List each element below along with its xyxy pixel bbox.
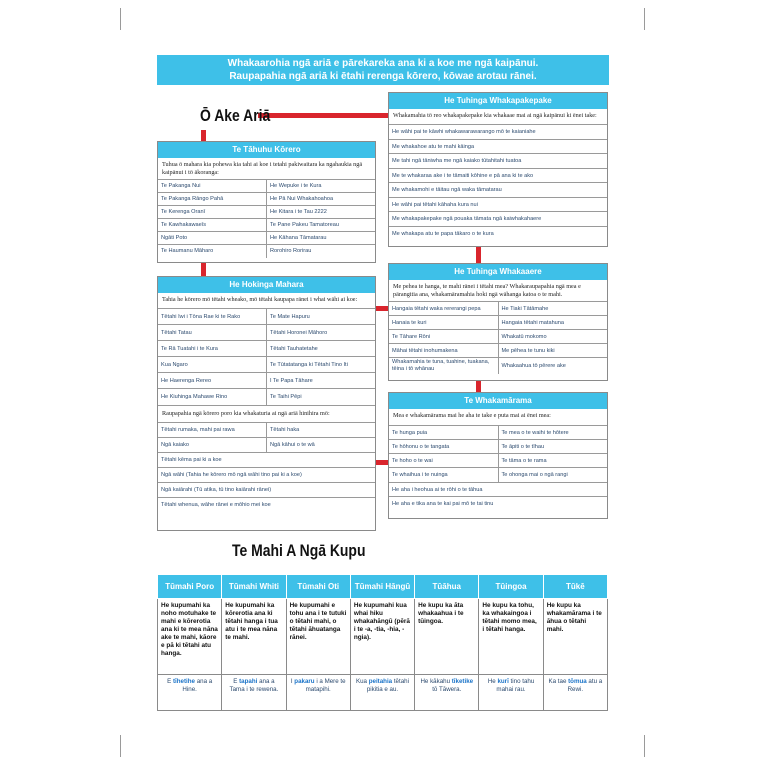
- instruction-banner: [157, 55, 609, 85]
- table-cell: Te hōhonu o te tangata: [389, 440, 498, 454]
- table-cell: Tētahi Tatau: [158, 325, 267, 341]
- connector-line: [476, 246, 481, 263]
- list-item: He wāhi pai te kāwhi whakawarawarango mō te kaianiahe: [389, 124, 607, 139]
- table-cell: Te Pakanga Nui: [158, 180, 267, 193]
- table-cell: He Haerenga Rereo: [158, 373, 267, 389]
- definition-cell: He kupumahi kua whai hiku whakahāngū (pērā i te -a, -tia, -hia, -ngia).: [350, 599, 414, 675]
- whakaaere-intro: Me pehea te hanga, te mahi rānei i tētahi mea? Whakaraupapahia ngā mea e pārangitia ana, whakamāramahia hoki ngā wāhanga katoa o te mahi.: [393, 283, 581, 298]
- table-cell: Whakatū mokomo: [498, 330, 607, 344]
- example-suffix: tino tahu mahai rau.: [496, 678, 535, 693]
- table-cell: Te Tāhare Rōni: [389, 330, 498, 344]
- table-cell: Ngā kāhui o te wā: [267, 437, 376, 452]
- crop-mark: [120, 735, 121, 757]
- whakamarama-list: [389, 482, 607, 510]
- list-item: He aha e tika ana te kai pai mō te tai tinu: [389, 496, 607, 510]
- hokinga-mahara-intro-2: Raupapahia ngā kōrero poro kia whakaturia ai ngā ariā hinihira mō:: [158, 405, 375, 422]
- definition-cell: He kupu ka whakamārama i te āhua o tētahi mahi.: [543, 599, 607, 675]
- table-cell: Kua Ngaro: [158, 357, 267, 373]
- table-cell: Te Haumanu Māharo: [158, 245, 267, 258]
- example-keyword: peitahia: [368, 678, 393, 685]
- crop-mark: [120, 8, 121, 30]
- definition-cell: He kupumahi e tohu ana i te tutuki o tētahi mahi, o tētahi āhuatanga rānei.: [286, 599, 350, 675]
- table-cell: Hangaia tētahi waka rererangi pepa: [389, 302, 498, 316]
- table-cell: Te whaihua i te nuinga: [389, 468, 498, 482]
- table-cell: Hangaia tētahi matahuna: [498, 316, 607, 330]
- tahuhu-korero-table: [158, 179, 375, 258]
- list-item: Ngā kaiārahi (Tū atika, tū tino kaiārahi rānei): [158, 482, 375, 497]
- example-cell: [479, 675, 543, 711]
- table-cell: Tētahi Horonei Māhoro: [267, 325, 376, 341]
- definition-cell: He kupu ka tohu, ka whakaingoa i tētahi momo mea, i tētahi hanga.: [479, 599, 543, 675]
- example-cell: [222, 675, 286, 711]
- column-header: Tūmahi Whiti: [222, 575, 286, 599]
- table-cell: Te hunga puia: [389, 426, 498, 440]
- table-cell: Whakamahia te tuna, tuahine, tuakana, tēina i tō whānau: [389, 358, 498, 374]
- table-cell: Te Mate Hapuru: [267, 309, 376, 325]
- list-item: Me whakahoe atu te mahi kāinga: [389, 139, 607, 154]
- example-prefix: He: [487, 678, 498, 685]
- table-cell: Ngāti Poto: [158, 232, 267, 245]
- hokinga-mahara-box: [157, 276, 376, 531]
- whakaaere-table: [389, 301, 607, 374]
- whakamarama-box: [388, 392, 608, 519]
- table-cell: Tētahi Iwi i Tōna Rae ki te Rako: [158, 309, 267, 325]
- example-suffix: tō Tāwera.: [432, 686, 462, 693]
- word-parts-table: [157, 574, 608, 711]
- table-cell: Me pēhea te tunu kiki: [498, 344, 607, 358]
- list-item: Me te whakaraa ake i te tāmaiti kōhine e pā ana ki te ako: [389, 168, 607, 183]
- whakamarama-header: Te Whakamārama: [389, 393, 607, 409]
- hokinga-mahara-intro: Tahia he kōrero mō tētahi wheako, mō tētahi kaupapa rānei i whai wāhi ai koe:: [162, 296, 358, 303]
- list-item: Me whakapa atu te papa tākaro o te kura: [389, 226, 607, 241]
- example-suffix: tētahi pikitia e au.: [366, 678, 409, 693]
- table-cell: He Kāhana Tāmatarau: [267, 232, 376, 245]
- example-cell: [286, 675, 350, 711]
- example-cell: [158, 675, 222, 711]
- example-suffix: ana a Tama i te rewena.: [229, 678, 279, 693]
- list-item: Tētahi whenua, wāhe rānei e mōhio mei koe: [158, 497, 375, 512]
- table-cell: Te tāma o te rama: [498, 454, 607, 468]
- example-prefix: E: [167, 678, 173, 685]
- tahuhu-korero-header: Te Tāhuhu Kōrero: [158, 142, 375, 158]
- whakapakepake-intro: Whakamahia tō reo whakapakepake kia whakaae mai ai ngā kaipānui ki ēnei take:: [393, 112, 597, 119]
- column-header: Tūingoa: [479, 575, 543, 599]
- whakapakepake-box: [388, 92, 608, 247]
- hokinga-mahara-table-2: [158, 422, 375, 453]
- table-cell: Te Kawhakawaeīs: [158, 219, 267, 232]
- table-cell: He Pā Nui Whakahoahoa: [267, 193, 376, 206]
- list-item: Me tahi ngā tāniwha me ngā kaiako tūtahitahi tuatoa: [389, 153, 607, 168]
- hokinga-mahara-list: [158, 452, 375, 512]
- hokinga-mahara-header: He Hokinga Mahara: [158, 277, 375, 293]
- table-cell: Rorohiro Rorirau: [267, 245, 376, 258]
- example-cell: [543, 675, 607, 711]
- table-cell: Māhai tētahi inohumakena: [389, 344, 498, 358]
- table-cell: Ngā kaiako: [158, 437, 267, 452]
- example-suffix: atu a Rewi.: [567, 678, 603, 693]
- whakaaere-header: He Tuhinga Whakaaere: [389, 264, 607, 280]
- list-item: Me whakamohi e tāitau ngā waka tāmatarau: [389, 182, 607, 197]
- example-prefix: E: [233, 678, 240, 685]
- word-parts-title: Te Mahi A Ngā Kupu: [232, 541, 366, 560]
- table-cell: Te Kerenga Oranī: [158, 206, 267, 219]
- example-keyword: tīketike: [451, 678, 474, 685]
- column-header: Tūmahi Hāngū: [350, 575, 414, 599]
- table-cell: He Tiaki Tātāmahe: [498, 302, 607, 316]
- list-item: He aha i heohua ai te rōhi o te tāhua: [389, 482, 607, 496]
- table-cell: Whakaahua tō pērere ake: [498, 358, 607, 374]
- definition-cell: He kupu ka āta whakaahua i te tūingoa.: [415, 599, 479, 675]
- example-prefix: He kākahu: [420, 678, 452, 685]
- whakaaere-box: [388, 263, 608, 381]
- column-header: Tūāhua: [415, 575, 479, 599]
- example-keyword: kurī: [497, 678, 509, 685]
- connector-line: [376, 306, 388, 311]
- example-keyword: tōmua: [568, 678, 587, 685]
- definition-cell: He kupumahi ka kōrerotia ana ki tētahi hanga i tua atu i te mea nāna te mahi.: [222, 599, 286, 675]
- whakamarama-intro: Mea e whakamārama mai he aha te take e puta mai ai ēnei mea:: [393, 412, 551, 419]
- table-cell: Te ohonga mai o ngā rangi: [498, 468, 607, 482]
- example-prefix: Kua: [355, 678, 369, 685]
- table-cell: Tētahi rumaka, mahi pai rawa: [158, 422, 267, 437]
- whakamarama-table: [389, 425, 607, 482]
- list-item: Me whakapakepake ngā pouaka tāmata ngā kaiwhakahaere: [389, 211, 607, 226]
- list-item: He wāhi pai tētahi kāhaha kura nui: [389, 197, 607, 212]
- table-cell: I Te Papa Tāhare: [267, 373, 376, 389]
- table-cell: Te āpiti o te tīhau: [498, 440, 607, 454]
- example-cell: [350, 675, 414, 711]
- table-cell: Te Taihi Pēpi: [267, 389, 376, 405]
- example-prefix: Ka tae: [548, 678, 569, 685]
- column-header: Tūmahi Oti: [286, 575, 350, 599]
- table-cell: Te Pakanga Rāngo Pahā: [158, 193, 267, 206]
- example-keyword: tīhetihe: [172, 678, 195, 685]
- definition-cell: He kupumahi ka noho motuhake te mahi e kōrerotia ana ki te mea nāna ake te mahi, kāore e pā ki tētahi atu hanga.: [158, 599, 222, 675]
- example-keyword: pakaru: [294, 678, 315, 685]
- banner-line-2: Raupapahia ngā ariā ki ētahi rerenga kōrero, kōwae arotau rānei.: [229, 71, 537, 82]
- column-header: Tūmahi Poro: [158, 575, 222, 599]
- banner-line-1: Whakaarohia ngā ariā e pārekareka ana ki a koe me ngā kaipānui.: [227, 58, 539, 69]
- tahuhu-korero-box: [157, 141, 376, 263]
- connector-line: [376, 460, 388, 465]
- example-suffix: ana a Hine.: [182, 678, 213, 693]
- table-cell: He Kitara i te Tau 2222: [267, 206, 376, 219]
- table-cell: Te hoho o te wai: [389, 454, 498, 468]
- table-cell: Tētahi haka: [267, 422, 376, 437]
- table-cell: Te mea o te waihi te hōtere: [498, 426, 607, 440]
- table-cell: He Kiuhinga Mahawe Rino: [158, 389, 267, 405]
- example-suffix: i a Mere te matapihi.: [305, 678, 346, 693]
- column-header: Tūkē: [543, 575, 607, 599]
- example-keyword: tapahi: [239, 678, 258, 685]
- table-cell: Te Pane Pakeu Tamatoreau: [267, 219, 376, 232]
- connector-line: [201, 262, 206, 276]
- list-item: Tētahi kēma pai ki a koe: [158, 452, 375, 467]
- table-cell: He Wepuke i te Kura: [267, 180, 376, 193]
- whakapakepake-list: [389, 124, 607, 240]
- crop-mark: [644, 8, 645, 30]
- connector-line: [476, 380, 481, 392]
- example-prefix: I: [290, 678, 295, 685]
- example-cell: [415, 675, 479, 711]
- table-cell: Hanaia te kuri: [389, 316, 498, 330]
- tahuhu-korero-intro: Tuhua ō mahara kia pohewa kia tahi ai koe i tetahi pakiwaitara ka ngahaukia ngā kaipānui i tō ākoranga:: [162, 161, 363, 176]
- connector-line: [258, 113, 388, 118]
- oake-aria-title: Ō Ake Ariā: [200, 106, 271, 125]
- table-cell: Te Tūtatatanga ki Tētahi Tino Iti: [267, 357, 376, 373]
- whakapakepake-header: He Tuhinga Whakapakepake: [389, 93, 607, 109]
- crop-mark: [644, 735, 645, 757]
- hokinga-mahara-table: [158, 308, 375, 405]
- list-item: Ngā wāhi (Tahia he kōrero mō ngā wāhi tino pai ki a koe): [158, 467, 375, 482]
- table-cell: Te Rā Tuatahi i te Kura: [158, 341, 267, 357]
- table-cell: Tētahi Tauhatetahe: [267, 341, 376, 357]
